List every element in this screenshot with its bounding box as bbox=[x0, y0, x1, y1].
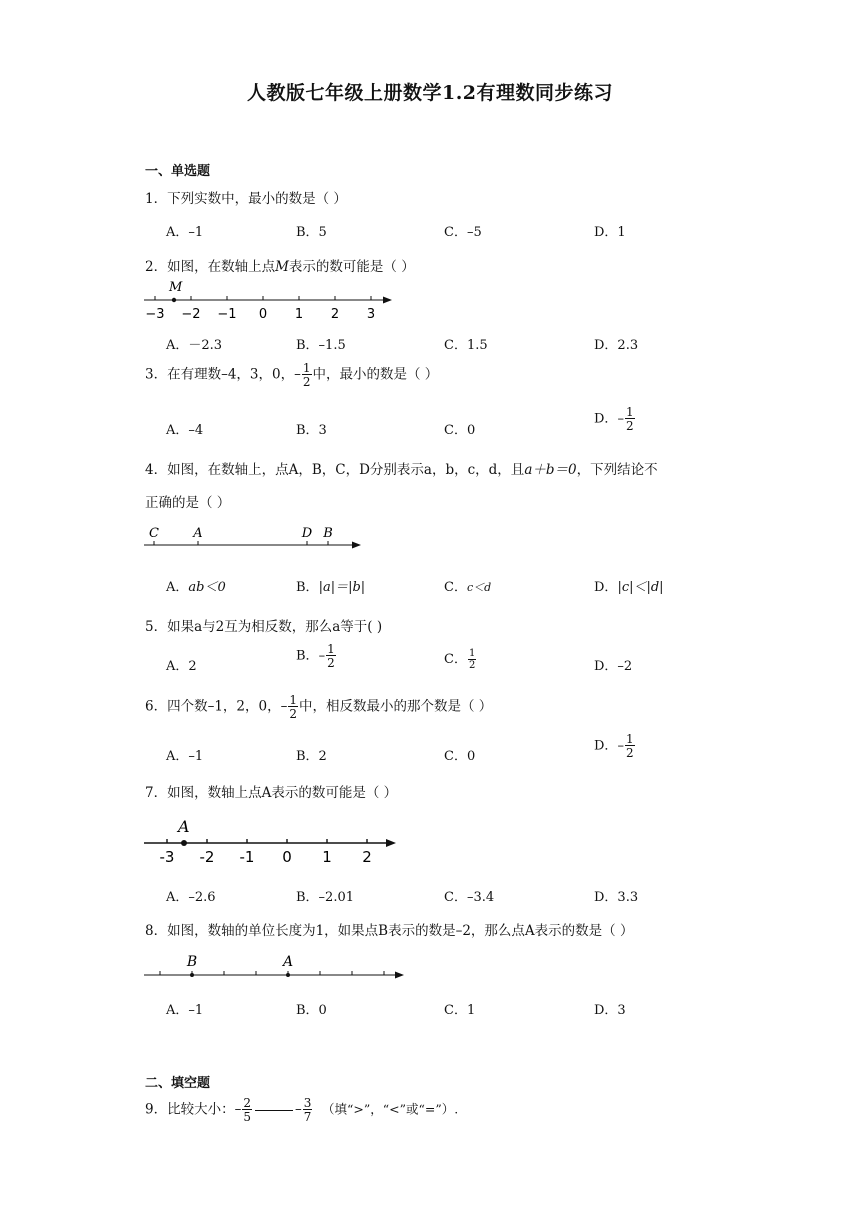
q4-option-a-label: A． bbox=[166, 580, 189, 595]
q4-option-a-value: ab＜0 bbox=[188, 580, 226, 595]
q7-tick-label: 0 bbox=[282, 848, 292, 866]
q6-option-b: B．2 bbox=[296, 749, 327, 764]
question-1-stem: 1．下列实数中，最小的数是（ ） bbox=[145, 191, 347, 207]
q9-answer-blank[interactable] bbox=[255, 1110, 293, 1111]
section-heading-fill-blank: 二、填空题 bbox=[145, 1076, 211, 1091]
q3-frac-sign: – bbox=[294, 366, 301, 383]
q7-option-c: C．–3.4 bbox=[444, 890, 495, 905]
q2-text-b: 表示的数可能是（ ） bbox=[288, 259, 415, 275]
q3-option-d-num: 1 bbox=[625, 405, 634, 419]
q3-option-d bbox=[594, 406, 636, 432]
q6-option-d-den: 2 bbox=[625, 746, 634, 760]
q7-option-d: D．3.3 bbox=[594, 890, 639, 905]
question-4-stem-line-1 bbox=[145, 458, 658, 478]
q8-label-b: B bbox=[186, 954, 198, 970]
q2-option-d: D．2.3 bbox=[594, 338, 639, 353]
q2-option-c: C．1.5 bbox=[444, 338, 488, 353]
q6-option-d-label: D． bbox=[594, 738, 618, 754]
q2-option-a: A．－2.3 bbox=[166, 338, 223, 353]
q4-label-b: B bbox=[323, 526, 333, 541]
question-8-stem: 8．如图，数轴的单位长度为1，如果点B表示的数是–2，那么点A表示的数是（ ） bbox=[145, 923, 634, 939]
q5-option-b bbox=[296, 643, 337, 669]
q2-option-b: B．–1.5 bbox=[296, 338, 346, 353]
q4-axis-arrow bbox=[352, 542, 361, 549]
q7-point-a bbox=[181, 840, 187, 846]
q3-text-a: 3．在有理数–4，3，0， bbox=[145, 366, 295, 383]
q4-option-d-value: |c|＜|d| bbox=[617, 580, 664, 595]
q2-tick-label: 3 bbox=[366, 307, 376, 322]
q4-number-line bbox=[140, 522, 370, 554]
question-2-stem bbox=[145, 255, 415, 275]
q1-option-c: C．–5 bbox=[444, 225, 482, 240]
q2-ticks bbox=[155, 296, 371, 300]
q4-option-b-label: B． bbox=[296, 580, 319, 595]
q7-tick-label: 2 bbox=[362, 848, 372, 866]
q6-text-a: 6．四个数–1，2，0， bbox=[145, 698, 281, 715]
q5-option-b-num: 1 bbox=[327, 642, 335, 656]
q3-option-a: A．–4 bbox=[166, 423, 204, 438]
q5-option-d: D．–2 bbox=[594, 659, 633, 674]
q2-tick-label: 2 bbox=[330, 307, 340, 322]
q8-option-b: B．0 bbox=[296, 1003, 327, 1018]
q5-option-c-num: 1 bbox=[468, 647, 476, 659]
q6-text-b: 中，相反数最小的那个数是（ ） bbox=[299, 698, 493, 715]
q1-option-b: B．5 bbox=[296, 225, 327, 240]
q5-option-c bbox=[444, 648, 477, 671]
q8-option-d: D．3 bbox=[594, 1003, 626, 1018]
q4-label-d: D bbox=[301, 526, 313, 541]
q9-frac1-sign: – bbox=[234, 1101, 242, 1118]
q7-tick-label: -3 bbox=[159, 848, 175, 866]
q2-var-m: M bbox=[275, 259, 289, 275]
q9-fraction-1 bbox=[242, 1097, 252, 1123]
q1-option-a: A．–1 bbox=[166, 225, 204, 240]
q6-option-d-fraction bbox=[625, 733, 635, 759]
q4-option-d-label: D． bbox=[594, 580, 618, 595]
q6-frac-num: 1 bbox=[289, 693, 297, 707]
q9-frac1-den: 5 bbox=[243, 1110, 251, 1124]
q4-condition: a＋b＝0 bbox=[524, 462, 577, 478]
q8-number-line bbox=[140, 950, 412, 984]
q7-tick-label: 1 bbox=[322, 848, 332, 866]
q8-option-a: A．–1 bbox=[166, 1003, 204, 1018]
q3-option-c: C．0 bbox=[444, 423, 476, 438]
q8-option-c: C．1 bbox=[444, 1003, 476, 1018]
q7-number-line bbox=[140, 814, 402, 866]
q8-point-a bbox=[286, 973, 290, 977]
q2-point-m bbox=[172, 298, 176, 302]
q7-option-b: B．–2.01 bbox=[296, 890, 354, 905]
question-7-stem: 7．如图，数轴上点A表示的数可能是（ ） bbox=[145, 785, 398, 801]
q5-option-a: A．2 bbox=[166, 659, 197, 674]
q5-option-b-den: 2 bbox=[327, 656, 335, 670]
q7-tick-label: -2 bbox=[199, 848, 215, 866]
q9-fraction-2 bbox=[303, 1097, 313, 1123]
q4-option-a bbox=[166, 576, 226, 595]
q9-frac2-den: 7 bbox=[303, 1110, 312, 1124]
q7-option-a: A．–2.6 bbox=[166, 890, 216, 905]
q4-option-c-label: C． bbox=[444, 580, 467, 595]
q3-option-d-den: 2 bbox=[625, 419, 634, 433]
question-4-stem-line-2: 正确的是（ ） bbox=[145, 495, 231, 511]
q9-instruction: （填“>”，“<”或“=”）. bbox=[321, 1101, 459, 1117]
q8-axis-arrow bbox=[395, 972, 404, 979]
page-title: 人教版七年级上册数学1.2有理数同步练习 bbox=[246, 82, 614, 104]
q4-text-tail: ，下列结论不 bbox=[576, 462, 658, 478]
q5-option-c-den: 2 bbox=[468, 659, 476, 671]
q2-tick-label: −2 bbox=[181, 307, 201, 322]
q3-fraction bbox=[302, 362, 312, 388]
q2-tick-label: −1 bbox=[217, 307, 237, 322]
q4-option-b bbox=[296, 576, 365, 595]
q3-text-b: 中，最小的数是（ ） bbox=[312, 366, 439, 383]
q5-option-b-sign: – bbox=[318, 648, 326, 664]
q6-frac-den: 2 bbox=[289, 707, 297, 721]
q5-option-b-label: B． bbox=[296, 648, 319, 664]
q4-option-b-value: |a|＝|b| bbox=[318, 580, 366, 595]
q4-text-a: 4．如图，在数轴上，点A，B，C，D分别表示a，b，c，d，且 bbox=[145, 462, 525, 478]
q2-tick-label: −3 bbox=[145, 307, 165, 322]
question-6-stem bbox=[145, 694, 492, 720]
q7-tick-label: -1 bbox=[239, 848, 255, 866]
q5-option-c-label: C． bbox=[444, 652, 467, 667]
q5-option-c-fraction bbox=[468, 649, 476, 671]
q4-label-a: A bbox=[193, 526, 203, 541]
q5-option-b-fraction bbox=[326, 643, 336, 669]
question-9-stem bbox=[145, 1097, 458, 1123]
q2-tick-label: 0 bbox=[258, 307, 268, 322]
q9-frac1-num: 2 bbox=[243, 1096, 251, 1110]
q3-option-b: B．3 bbox=[296, 423, 327, 438]
q6-frac-sign: – bbox=[280, 698, 288, 715]
q3-frac-den: 2 bbox=[302, 375, 311, 389]
q8-point-b bbox=[190, 973, 194, 977]
q9-frac2-num: 3 bbox=[303, 1096, 312, 1110]
q2-number-line bbox=[140, 276, 400, 324]
q6-option-a: A．–1 bbox=[166, 749, 204, 764]
q7-axis-arrow bbox=[386, 839, 396, 847]
q3-option-d-sign: – bbox=[617, 411, 624, 427]
q6-option-c: C．0 bbox=[444, 749, 476, 764]
q9-text: 9．比较大小： bbox=[145, 1101, 235, 1118]
q1-option-d: D．1 bbox=[594, 225, 626, 240]
q4-label-c: C bbox=[149, 526, 159, 541]
q6-option-d-sign: – bbox=[617, 738, 624, 754]
q3-option-d-fraction bbox=[625, 406, 635, 432]
q6-option-d-num: 1 bbox=[625, 732, 634, 746]
q8-label-a: A bbox=[282, 954, 294, 970]
q4-option-c-value: c＜d bbox=[466, 581, 492, 594]
q7-point-label: A bbox=[178, 817, 190, 836]
q6-fraction bbox=[288, 694, 298, 720]
q3-frac-num: 1 bbox=[302, 361, 311, 375]
q3-option-d-label: D． bbox=[594, 411, 618, 427]
question-5-stem: 5．如果a与2互为相反数，那么a等于( ) bbox=[145, 619, 383, 635]
q4-option-c bbox=[444, 576, 491, 595]
section-heading-single-choice: 一、单选题 bbox=[145, 164, 211, 179]
q2-axis-arrow bbox=[383, 297, 392, 304]
q2-point-label: M bbox=[169, 280, 183, 295]
question-3-stem bbox=[145, 362, 438, 388]
q2-tick-label: 1 bbox=[294, 307, 304, 322]
q9-frac2-sign: – bbox=[294, 1101, 302, 1118]
q2-text-a: 2．如图，在数轴上点 bbox=[145, 259, 276, 275]
q6-option-d bbox=[594, 733, 636, 759]
q4-option-d bbox=[594, 576, 664, 595]
